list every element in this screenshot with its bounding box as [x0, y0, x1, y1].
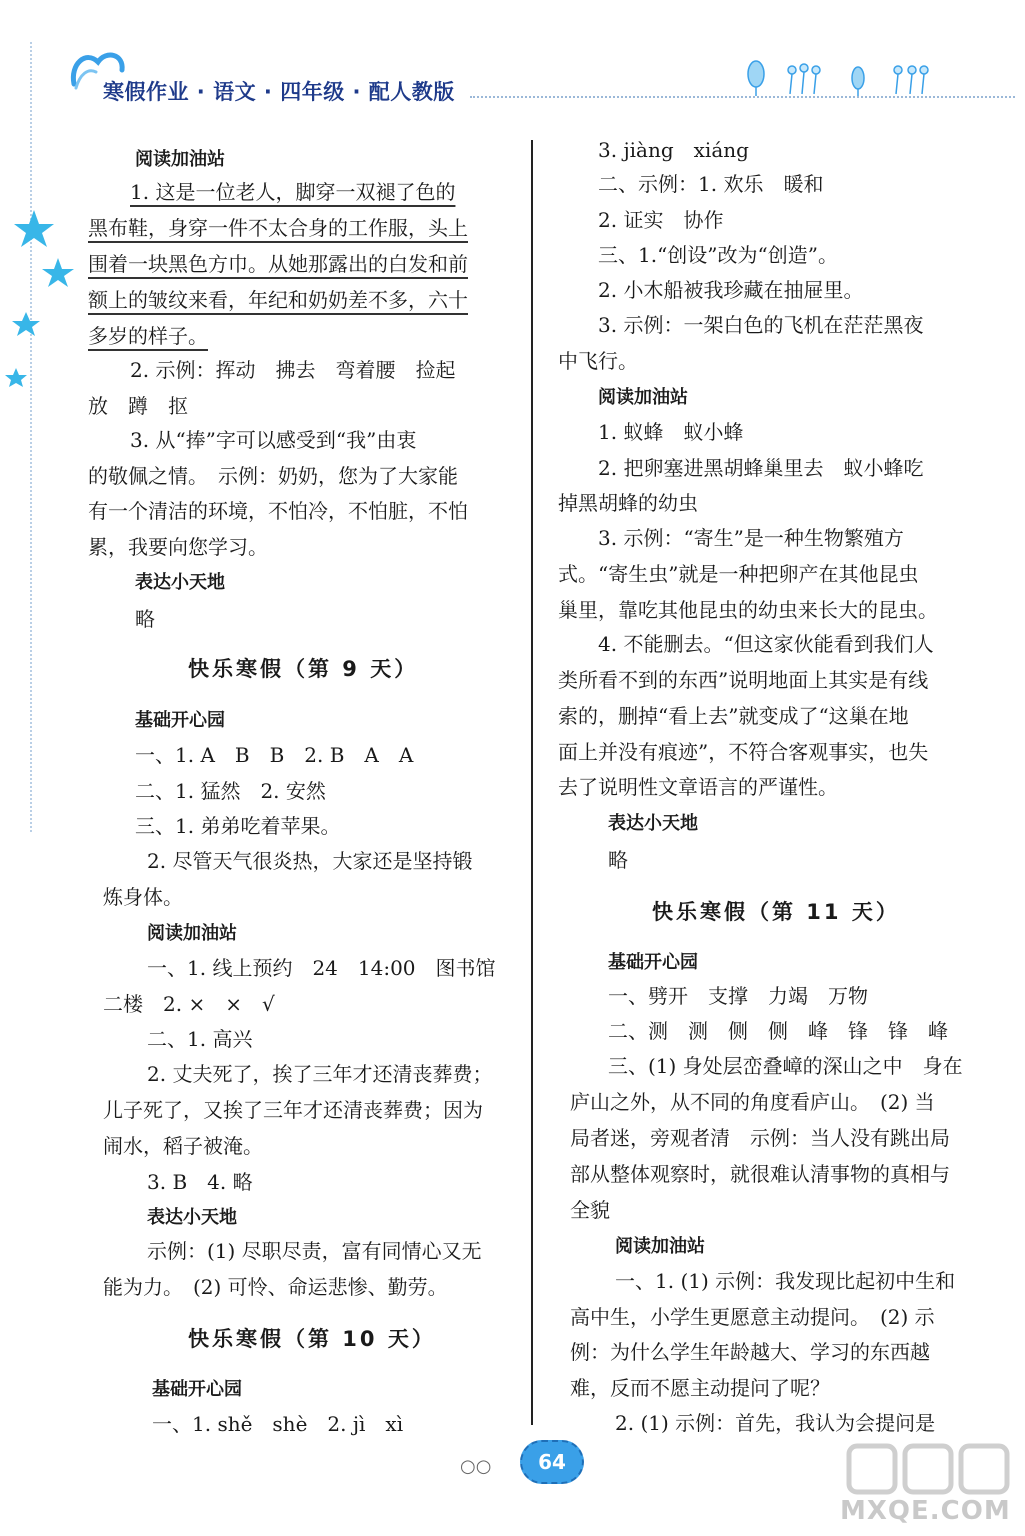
answer-line: 2. (1) 示例：首先，我认为会提问是: [615, 1411, 936, 1435]
answer-line: 部从整体观察时，就很难认清事物的真相与: [570, 1162, 950, 1186]
answer-line: 例：为什么学生年龄越大、学习的东西越: [570, 1340, 930, 1364]
answer-line: 局者迷，旁观者清 示例：当人没有跳出局: [570, 1126, 950, 1150]
answer-line: 索的，删掉“看上去”就变成了“这巢在地: [558, 704, 909, 728]
answer-line: 式。“寄生虫”就是一种把卵产在其他昆虫: [558, 562, 919, 586]
column-divider: [531, 140, 533, 1425]
answer-line: 2. 证实 协作: [598, 208, 724, 232]
answer-line: 有一个清洁的环境，不怕冷，不怕脏，不怕: [88, 499, 468, 523]
section-heading: 阅读加油站: [598, 387, 688, 408]
day-title: 快乐寒假（第 9 天）: [188, 657, 419, 681]
answer-line: 二、1. 高兴: [147, 1027, 253, 1051]
section-heading: 表达小天地: [147, 1207, 237, 1228]
answer-line: 类所看不到的东西”说明地面上其实是有线: [558, 668, 929, 692]
answer-line: 额上的皱纹来看，年纪和奶奶差不多，六十: [88, 288, 468, 312]
answer-line: 炼身体。: [103, 885, 183, 909]
answer-line: 略: [135, 607, 155, 631]
answer-line: 二、1. 猛然 2. 安然: [135, 779, 326, 803]
answer-line: 示例：(1) 尽职尽责，富有同情心又无: [147, 1239, 482, 1263]
answer-line: 3. jiàng xiáng: [598, 138, 749, 162]
answer-line: 一、1. (1) 示例：我发现比起初中生和: [615, 1269, 956, 1293]
answer-line: 庐山之外，从不同的角度看庐山。 (2) 当: [570, 1090, 935, 1114]
left-dotted-margin: [30, 42, 32, 832]
answer-line: 2. 丈夫死了，挨了三年才还清丧葬费；: [147, 1062, 493, 1086]
answer-line: 2. 小木船被我珍藏在抽屉里。: [598, 278, 864, 302]
answer-line: 三、(1) 身处层峦叠嶂的深山之中 身在: [608, 1054, 963, 1078]
answer-line: 一、劈开 支撑 力竭 万物: [608, 984, 868, 1008]
answer-line: 3. 从“捧”字可以感受到“我”由衷: [130, 428, 417, 452]
answer-line: 2. 把卵塞进黑胡蜂巢里去 蚁小蜂吃: [598, 456, 924, 480]
page-number-badge: [520, 1440, 584, 1484]
answer-line: 2. 尽管天气很炎热，大家还是坚持锻: [147, 849, 473, 873]
answer-line: 二、测 测 侧 侧 峰 锋 锋 峰: [608, 1019, 948, 1043]
answer-line: 2. 示例：挥动 拂去 弯着腰 捡起: [130, 358, 456, 382]
answer-line: 三、1.“创设”改为“创造”。: [598, 243, 838, 267]
section-heading: 表达小天地: [608, 813, 698, 834]
answer-line: 三、1. 弟弟吃着苹果。: [135, 814, 341, 838]
section-heading: 阅读加油站: [135, 149, 225, 170]
footer-circles: ○○: [460, 1456, 492, 1477]
page-header-title: 寒假作业 · 语文 · 四年级 · 配人教版: [103, 80, 455, 104]
answer-line: 略: [608, 848, 628, 872]
answer-line: 巢里，靠吃其他昆虫的幼虫来长大的昆虫。: [558, 598, 938, 622]
answer-line: 放 蹲 抠: [88, 394, 188, 418]
answer-line: 4. 不能删去。“但这家伙能看到我们人: [598, 632, 934, 656]
answer-line: 二、示例：1. 欢乐 暖和: [598, 172, 824, 196]
answer-line: 一、1. 线上预约 24 14:00 图书馆: [147, 956, 496, 980]
day-title: 快乐寒假（第 11 天）: [652, 900, 900, 924]
answer-line: 3. 示例：一架白色的飞机在茫茫黑夜: [598, 313, 924, 337]
answer-line: 能为力。 (2) 可怜、命运悲惨、勤劳。: [103, 1275, 448, 1299]
section-heading: 基础开心园: [135, 710, 225, 731]
answer-line: 黑布鞋，身穿一件不太合身的工作服，头上: [88, 216, 468, 240]
answer-line: 3. 示例：“寄生”是一种生物繁殖方: [598, 526, 904, 550]
answer-line: 一、1. shě shè 2. jì xì: [152, 1412, 404, 1436]
answer-line: 面上并没有痕迹”，不符合客观事实，也失: [558, 740, 929, 764]
answer-line: 的敬佩之情。 示例：奶奶，您为了大家能: [88, 464, 458, 488]
section-heading: 阅读加油站: [147, 923, 237, 944]
watermark-text: MXQE.COM: [840, 1496, 1011, 1526]
section-heading: 基础开心园: [152, 1379, 242, 1400]
answer-line: 全貌: [570, 1198, 610, 1222]
star-decoration-icon: [0, 200, 80, 400]
answer-line: 儿子死了，又挨了三年才还清丧葬费；因为: [103, 1098, 483, 1122]
answer-line: 中飞行。: [558, 349, 638, 373]
answer-line: 难，反而不愿主动提问了呢？: [570, 1376, 830, 1400]
answer-line: 1. 这是一位老人，脚穿一双褪了色的: [130, 180, 456, 204]
answer-line: 去了说明性文章语言的严谨性。: [558, 775, 838, 799]
answer-line: 二楼 2. × × √: [103, 992, 275, 1016]
answer-line: 3. B 4. 略: [147, 1170, 253, 1194]
page-number: 64: [538, 1450, 566, 1474]
answer-line: 高中生，小学生更愿意主动提问。 (2) 示: [570, 1305, 935, 1329]
answer-line: 多岁的样子。: [88, 324, 208, 348]
section-heading: 基础开心园: [608, 952, 698, 973]
section-heading: 表达小天地: [135, 572, 225, 593]
answer-line: 一、1. A B B 2. B A A: [135, 743, 414, 767]
day-title: 快乐寒假（第 10 天）: [188, 1327, 436, 1351]
answer-line: 累，我要向您学习。: [88, 535, 268, 559]
answer-line: 围着一块黑色方巾。从她那露出的白发和前: [88, 252, 468, 276]
answer-line: 闹水，稻子被淹。: [103, 1134, 263, 1158]
answer-line: 1. 蚁蜂 蚁小蜂: [598, 420, 744, 444]
flower-decoration-icon: [740, 58, 930, 98]
section-heading: 阅读加油站: [615, 1236, 705, 1257]
answer-line: 掉黑胡蜂的幼虫: [558, 491, 698, 515]
